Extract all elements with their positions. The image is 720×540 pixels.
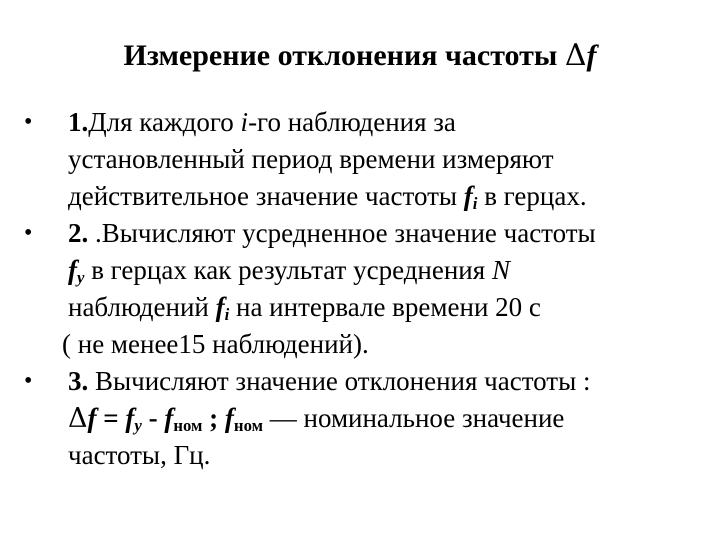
bullet-marker: • [24,109,33,135]
bullet-3-line-2 [68,400,714,437]
f-symbol: f [125,403,135,433]
bullet-marker: • [24,368,33,394]
subscript: i [472,194,478,214]
f-symbol: f [215,292,225,322]
text-run: N [491,255,510,285]
text-run: Вычисляют значение отклонения частоты : [88,366,591,396]
f-symbol: f [68,255,77,285]
bullet-number: 2. [68,218,89,248]
text-run: в герцах как результат усреднения [84,255,492,285]
bullet-3-line-1 [68,363,714,400]
subscript: ном [173,416,203,436]
text-run: i [240,107,249,137]
slide-title-text: Измерение отклонения частоты [123,39,565,72]
text-run: в герцах. [477,181,587,211]
text-run: ; [202,403,225,433]
subscript: i [224,305,230,325]
f-symbol: f [87,403,97,433]
bullet-list [24,104,714,474]
subscript: ном [233,416,264,436]
bullet-item-2 [24,215,714,363]
bullet-marker: • [24,220,33,246]
text-run: .Вычисляют усредненное значение частоты [88,218,596,248]
bullet-item-3 [24,363,714,474]
text-run: - [141,403,165,433]
text-run: действительное значение частоты [68,181,464,211]
delta-symbol: Δ [564,38,587,73]
bullet-1-line-3 [68,178,714,215]
text-run: на интервале времени 20 с [229,292,541,322]
delta-symbol: Δ [68,403,88,434]
text-run: = [96,403,126,433]
subscript: y [134,416,142,436]
bullet-2-line-4: ( не менее15 наблюдений). [62,329,369,359]
slide-title [0,38,720,74]
f-symbol: f [164,403,174,433]
bullet-2-line-2 [68,252,714,289]
bullet-number: 1. [68,107,89,137]
bullet-item-1 [24,104,714,215]
text-run: — номинальное значение [263,403,565,433]
bullet-1-line-2: установленный период времени измеряют [68,144,554,174]
bullet-3-line-3: частоты, Гц. [68,440,211,470]
text-run: -го наблюдения за [248,107,456,137]
bullet-2-line-1 [68,215,714,252]
f-symbol: f [224,403,234,433]
bullet-2-line-3 [68,289,714,326]
subscript: y [77,268,85,288]
title-f-symbol: f [586,39,597,72]
text-run: Для каждого [88,107,241,137]
text-run: наблюдений [68,292,216,322]
f-symbol: f [463,181,473,211]
bullet-1-line-1 [68,104,714,141]
bullet-number: 3. [68,366,89,396]
